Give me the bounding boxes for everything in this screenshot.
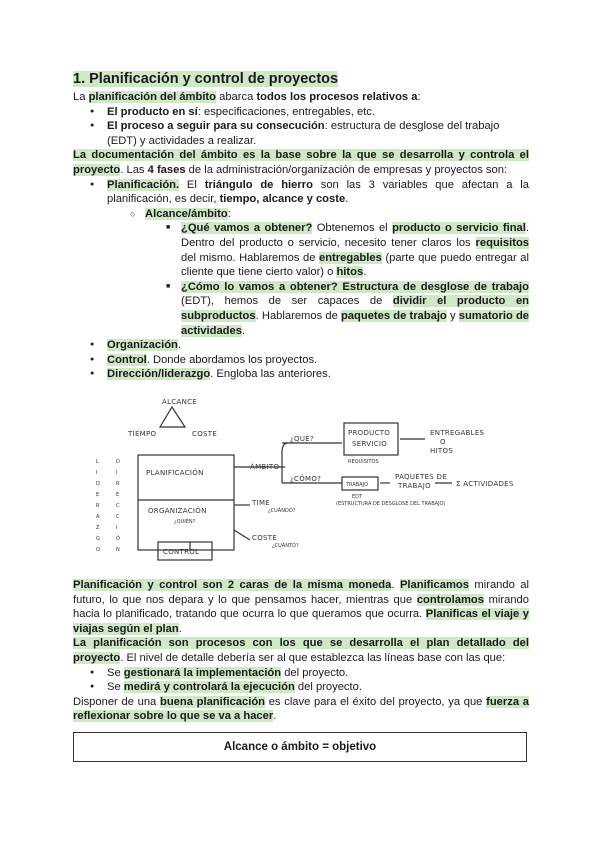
vertical-letter: E — [96, 492, 100, 498]
control-label: CONTROL — [163, 548, 200, 556]
list-item: ● El producto en sí: especificaciones, entregables, etc. — [73, 105, 529, 120]
planificacion-control-paragraph: Planificación y control son 2 caras de la misma moneda. Planificamos mirando al futuro, lo que nos depara y lo que pensamos hacer, mientras que controlamos mirando hacia lo planificado, tratando que ocurra lo que queramos que ocurra. Planificas el viaje y viajas según el plan. — [73, 579, 529, 635]
vertical-letter: D — [96, 481, 100, 487]
phase-planificacion: ● Planificación. El triángulo de hierro son las 3 variables que afectan a la planificación, es decir, tiempo, alcance y coste. — [73, 178, 529, 207]
summary-box-text: Alcance o ámbito = objetivo — [223, 741, 377, 753]
phase-control: ● Control. Donde abordamos los proyectos. — [73, 353, 529, 368]
hitos-label: HITOS — [430, 447, 454, 455]
list-item: ● El proceso a seguir para su consecución: estructura de desglose del trabajo (EDT) y actividades a realizar. — [73, 119, 529, 148]
paquetes-label-2: TRABAJO — [398, 482, 431, 490]
quien-label: ¿QUIÉN? — [174, 519, 196, 525]
phase-direccion: ● Dirección/liderazgo. Engloba las anteriores. — [73, 367, 529, 382]
que-item: ■ ¿Qué vamos a obtener? Obtenemos el producto o servicio final. Dentro del producto o servicio, necesito tener claros los requisitos del mismo. Hablaremos de entregables (parte que puedo entregar al cliente que tiene cierto valor) o hitos. — [73, 221, 529, 279]
vertical-letter: L — [96, 459, 99, 465]
vertical-letter: D — [116, 459, 120, 465]
intro-paragraph: La planificación del ámbito abarca todos los procesos relativos a: — [73, 91, 421, 103]
vertical-letter: I — [116, 525, 118, 531]
sigma-actividades-label: Σ ACTIVIDADES — [456, 480, 514, 488]
vertical-letter: Z — [96, 525, 100, 531]
documentation-paragraph: La documentación del ámbito es la base sobre la que se desarrolla y controla el proyecto. Las 4 fases de la administración/organización de empresas y proyectos son: — [73, 149, 529, 176]
vertical-letter: N — [116, 547, 120, 553]
coste-label: COSTE — [252, 534, 278, 542]
cuando-label: ¿CUÁNDO? — [268, 508, 296, 514]
planificacion-label: PLANIFICACIÓN — [146, 469, 204, 477]
edt-note: (ESTRUCTURA DE DESGLOSE DEL TRABAJO) — [336, 501, 446, 507]
vertical-letter: C — [116, 514, 120, 520]
trabajo-label: TRABAJO — [346, 482, 369, 488]
iron-triangle — [160, 407, 185, 427]
vertical-letter: A — [96, 514, 100, 520]
organizacion-label: ORGANIZACIÓN — [148, 507, 207, 515]
vertical-letter: Ó — [116, 536, 120, 542]
intro-list — [73, 105, 529, 149]
planning-diagram — [90, 395, 530, 570]
servicio-label: SERVICIO — [352, 440, 388, 448]
list-item: ● Se medirá y controlará la ejecución del proyecto. — [73, 680, 529, 695]
o-label: O — [440, 438, 446, 446]
planificacion-procesos-paragraph: La planificación son procesos con los que se desarrolla el plan detallado del proyecto. El nivel de detalle debería ser al que establezca las líneas base con las que: — [73, 637, 529, 664]
que-label: ¿QUÉ? — [290, 435, 314, 443]
entregables-label: ENTREGABLES — [430, 429, 485, 437]
cuanto-label: ¿CUÁNTO? — [272, 543, 299, 549]
vertical-letter: I — [96, 470, 98, 476]
section-title: 1. Planificación y control de proyectos — [73, 71, 339, 87]
vertical-letter: I — [116, 470, 118, 476]
document-body-lower — [73, 578, 529, 724]
list-item: ● Se gestionará la implementación del proyecto. — [73, 666, 529, 681]
vertical-letter: G — [96, 536, 100, 542]
direccion-vertical-label — [116, 459, 120, 553]
phases-list — [73, 178, 529, 382]
edt-label: EDT — [352, 494, 363, 500]
como-label: ¿CÓMO? — [290, 475, 322, 483]
coste-top-label: COSTE — [192, 430, 218, 438]
alcance-item: ○ Alcance/ámbito: — [73, 207, 529, 222]
summary-box — [73, 732, 527, 762]
producto-box — [344, 423, 398, 455]
como-item: ■ ¿Cómo lo vamos a obtener? Estructura de desglose de trabajo (EDT), hemos de ser capaces de dividir el producto en subproductos. Hablaremos de paquetes de trabajo y sumatorio de actividades. — [73, 280, 529, 338]
se-list — [73, 666, 529, 695]
producto-label: PRODUCTO — [348, 429, 391, 437]
time-label: TIME — [252, 499, 271, 507]
vertical-letter: E — [116, 492, 120, 498]
paquetes-label: PAQUETES DE — [395, 473, 447, 481]
vertical-letter: O — [96, 547, 100, 553]
vertical-letter: R — [116, 481, 120, 487]
liderazgo-vertical-label — [96, 459, 100, 553]
ambito-label: ÁMBITO — [250, 463, 280, 471]
alcance-label: ALCANCE — [162, 398, 198, 406]
document-body — [73, 70, 529, 382]
requisitos-label: REQUISITOS — [348, 459, 379, 465]
phase-organizacion: ● Organización. — [73, 338, 529, 353]
vertical-letter: C — [116, 503, 120, 509]
buena-planificacion-paragraph: Disponer de una buena planificación es clave para el éxito del proyecto, ya que fuerza a reflexionar sobre lo que se va a hacer. — [73, 695, 529, 723]
vertical-letter: R — [96, 503, 100, 509]
tiempo-label: TIEMPO — [128, 430, 157, 438]
